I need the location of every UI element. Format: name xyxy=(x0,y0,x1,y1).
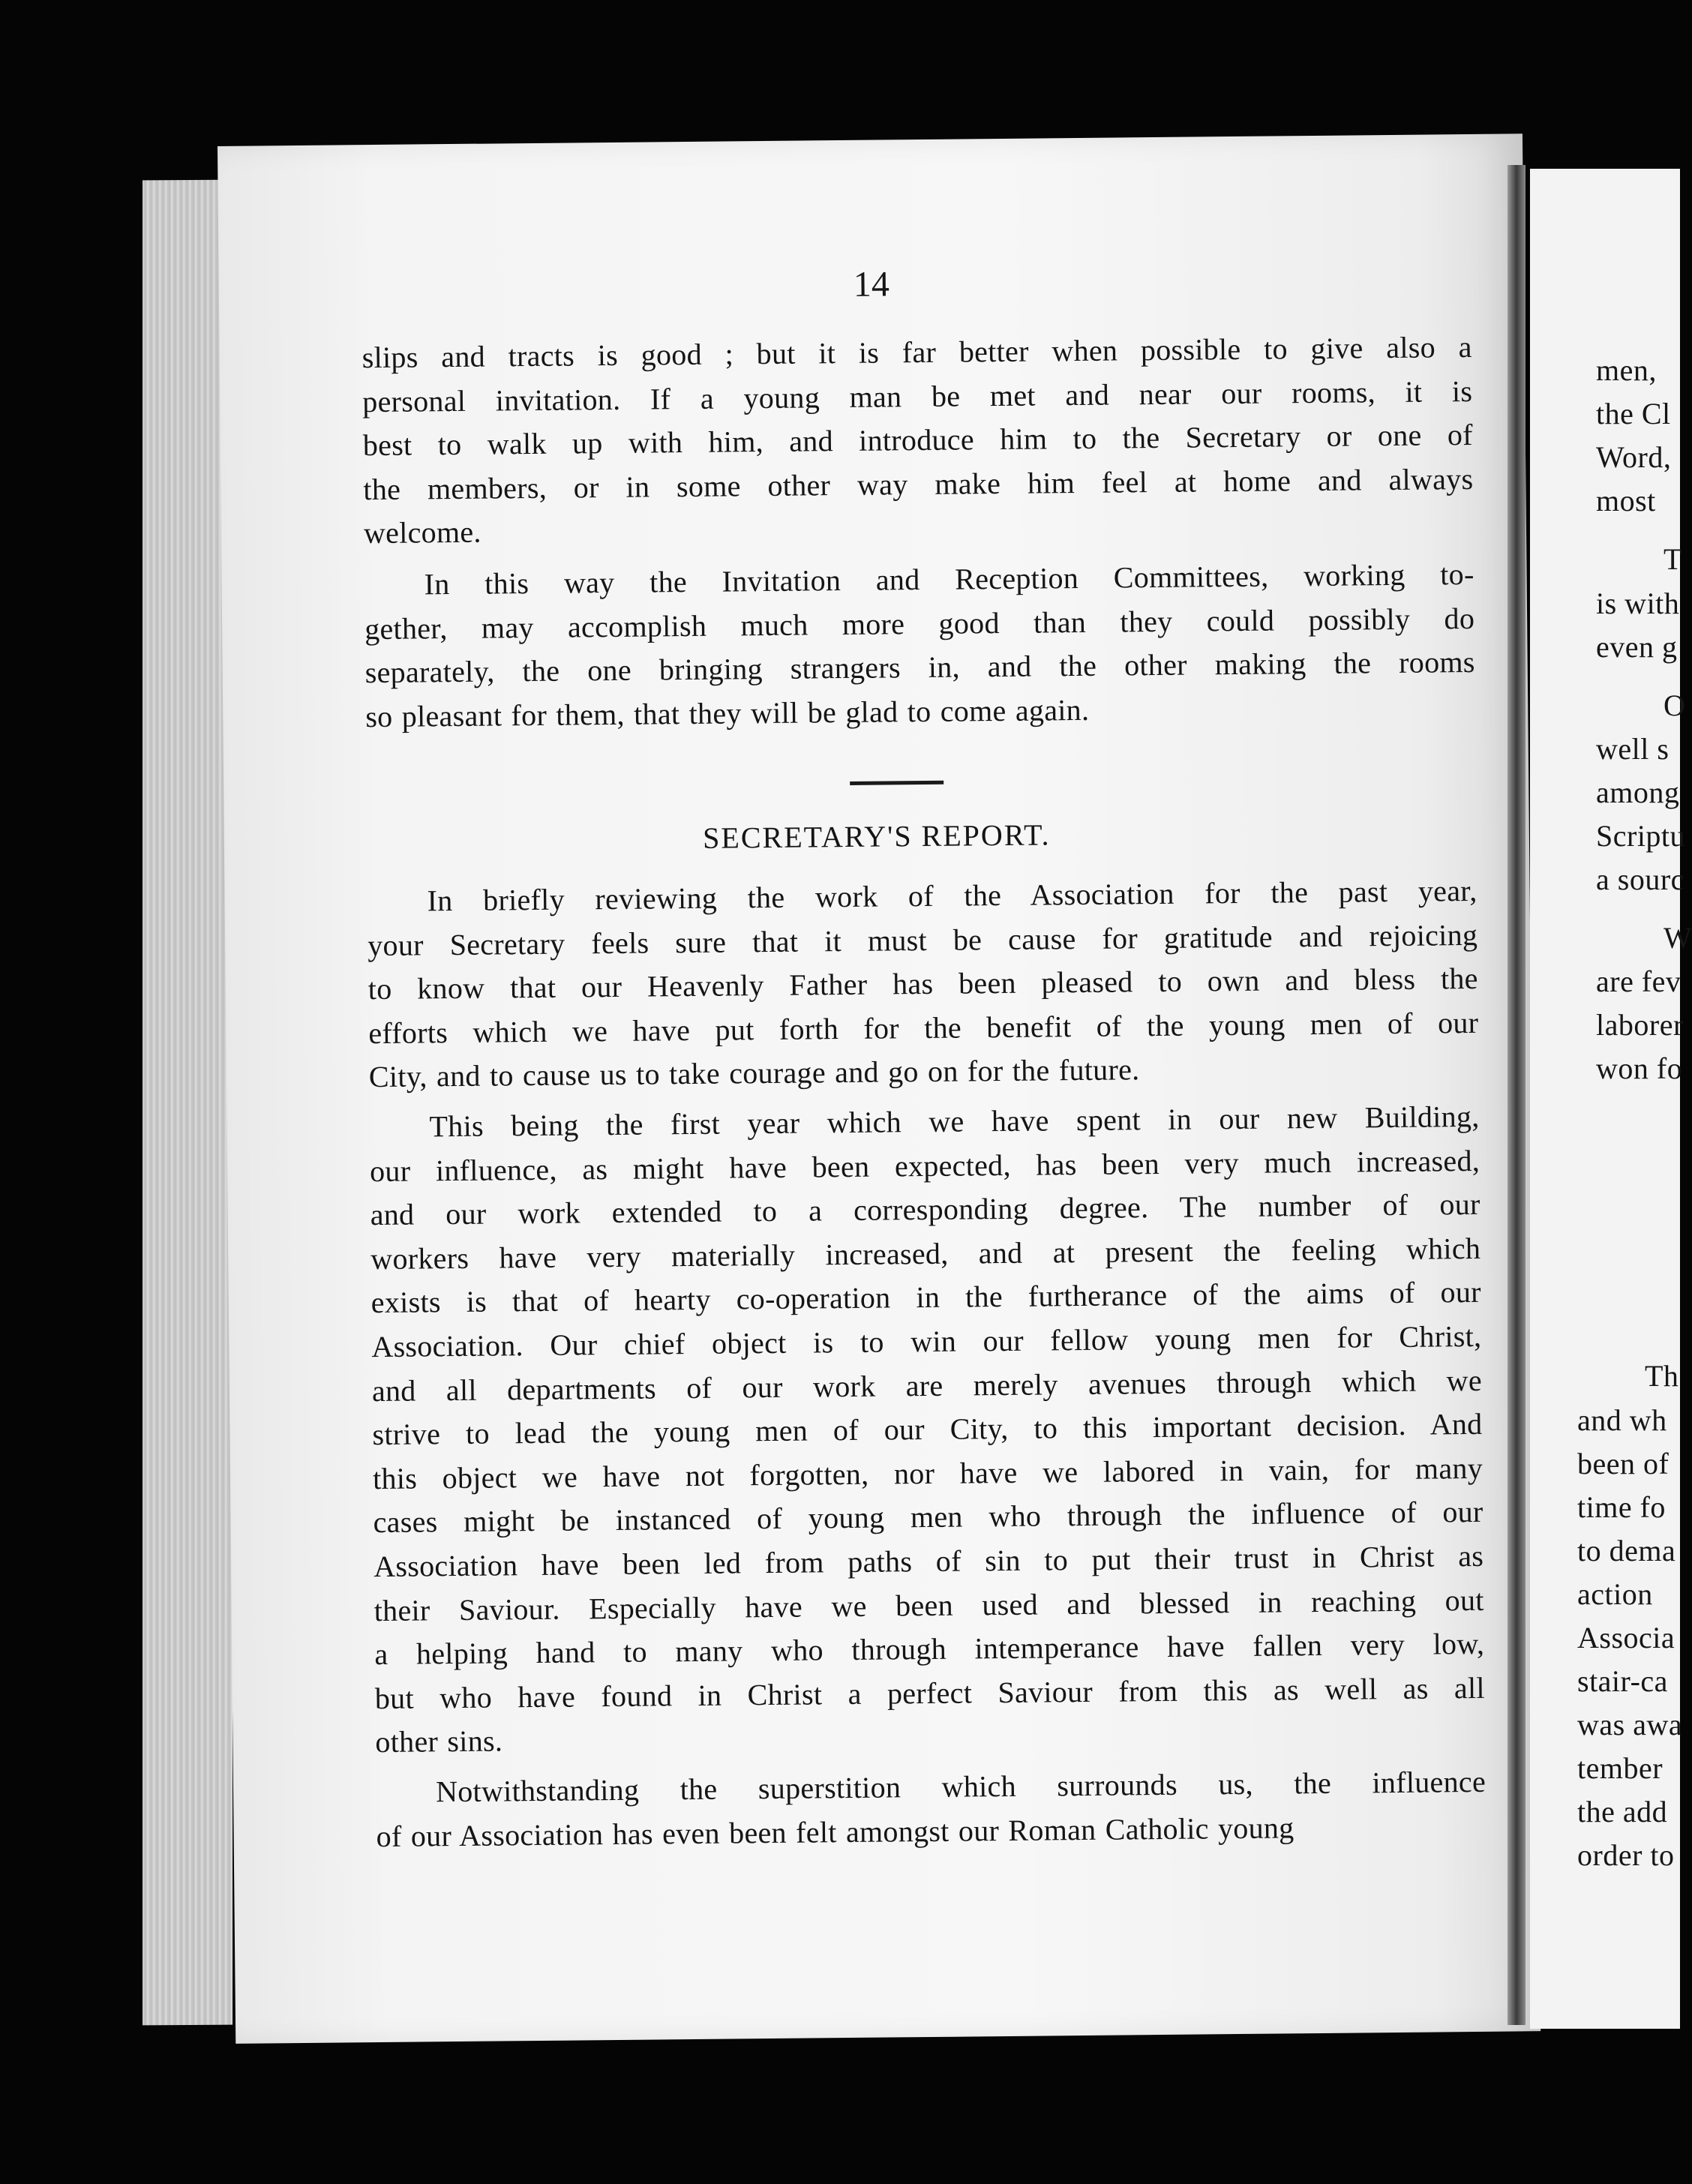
text-line: Association. Our chief object is to win our fellow young men for Christ, xyxy=(371,1318,1482,1364)
facing-page-fragment: among xyxy=(1596,776,1680,809)
text-line: This being the first year which we have spent in our new Building, xyxy=(429,1099,1480,1144)
facing-page-fragment: Associa xyxy=(1577,1621,1676,1654)
section-heading: SECRETARY'S REPORT. xyxy=(702,818,1051,855)
facing-page-fragment: laborer xyxy=(1596,1008,1684,1042)
text-line: to know that our Heavenly Father has been pleased to own and bless the xyxy=(368,962,1478,1006)
text-line: but who have found in Christ a perfect Saviour from this as well as all xyxy=(374,1670,1486,1715)
text-line: of our Association has even been felt amongst our Roman Catholic young xyxy=(376,1810,1294,1853)
paragraph xyxy=(376,1760,1486,1858)
facing-page-fragment: and wh xyxy=(1577,1403,1667,1437)
text-line: Notwithstanding the superstition which surrounds us, the influence xyxy=(435,1764,1486,1809)
text-line: best to walk up with him, and introduce him to the Secretary or one of xyxy=(362,418,1473,463)
text-line: strive to lead the young men of our City, to this important decision. And xyxy=(372,1407,1483,1452)
paragraph xyxy=(364,553,1475,740)
text-line: workers have very materially increased, and at present the feeling which xyxy=(370,1231,1481,1276)
facing-page-fragment: are fev xyxy=(1596,964,1682,998)
facing-page-fragment: been of xyxy=(1577,1447,1670,1480)
text-line: gether, may accomplish much more good than they could possibly do xyxy=(364,601,1475,646)
facing-page-fragment: a sourc xyxy=(1596,862,1684,896)
facing-page-fragment: O xyxy=(1664,688,1686,722)
text-line: and our work extended to a corresponding degree. The number of our xyxy=(370,1187,1480,1232)
facing-page-fragment: most xyxy=(1596,484,1656,518)
page-number: 14 xyxy=(853,264,890,304)
facing-page-fragment: stair-ca xyxy=(1577,1664,1668,1698)
text-line: a helping hand to many who through intemperance have fallen very low, xyxy=(374,1627,1485,1672)
left-page xyxy=(218,134,1540,2044)
paragraph xyxy=(362,326,1474,556)
facing-page-fragment: men, xyxy=(1596,353,1657,387)
text-line: In briefly reviewing the work of the Association for the past year, xyxy=(427,873,1478,918)
facing-page-fragment: Word, xyxy=(1596,440,1672,474)
text-line: welcome. xyxy=(363,515,482,550)
paragraph xyxy=(367,869,1479,1100)
facing-page-fragment: tember xyxy=(1577,1751,1664,1785)
text-line: their Saviour. Especially have we been used and blessed in reaching out xyxy=(374,1582,1484,1628)
facing-page-fragment: the Cl xyxy=(1596,397,1671,430)
text-line: efforts which we have put forth for the benefit of the young men of our xyxy=(368,1005,1479,1050)
text-line: your Secretary feels sure that it must be cause for gratitude and rejoicing xyxy=(368,917,1478,962)
facing-page-fragment: even g xyxy=(1596,630,1678,664)
text-line: the members, or in some other way make him feel at home and always xyxy=(363,461,1474,506)
facing-page-fragment: to dema xyxy=(1577,1534,1676,1568)
facing-page-fragment: order to xyxy=(1577,1838,1675,1872)
text-line: this object we have not forgotten, nor have we labored in vain, for many xyxy=(372,1450,1484,1496)
facing-page-fragment: T xyxy=(1664,542,1682,576)
section-divider xyxy=(850,781,944,785)
text-line: separately, the one bringing strangers in, and the other making the rooms xyxy=(364,645,1475,690)
facing-page-fragment: W xyxy=(1664,921,1692,955)
book-page-edges xyxy=(142,180,232,2026)
facing-page-fragment: the add xyxy=(1577,1795,1668,1828)
book-gutter xyxy=(1508,165,1526,2025)
text-line: exists is that of hearty co-operation in the furtherance of the aims of our xyxy=(370,1275,1481,1320)
text-line: and all departments of our work are merely avenues through which we xyxy=(371,1363,1483,1408)
text-line: City, and to cause us to take courage and go on for the future. xyxy=(368,1052,1140,1094)
text-line: In this way the Invitation and Reception Committees, working to- xyxy=(424,556,1474,602)
text-line: personal invitation. If a young man be met and near our rooms, it is xyxy=(362,374,1473,418)
facing-page-fragment: was awa xyxy=(1577,1708,1683,1742)
text-line: other sins. xyxy=(375,1724,503,1760)
facing-page xyxy=(1530,169,1692,2029)
facing-page-fragment: Th xyxy=(1645,1359,1679,1393)
facing-page-fragment: is with xyxy=(1596,586,1680,620)
text-line: cases might be instanced of young men who through the influence of our xyxy=(373,1495,1484,1540)
text-line: Association have been led from paths of sin to put their trust in Christ as xyxy=(373,1538,1484,1584)
facing-page-fragment: action xyxy=(1577,1577,1653,1611)
facing-page-fragment: time fo xyxy=(1577,1490,1666,1524)
text-line: our influence, as might have been expected, has been very much increased, xyxy=(369,1143,1480,1188)
text-line: so pleasant for them, that they will be glad to come again. xyxy=(365,692,1090,734)
facing-page-fragment: well s xyxy=(1596,732,1670,766)
facing-page-fragment: won fo xyxy=(1596,1052,1683,1085)
text-line: slips and tracts is good ; but it is far better when possible to give also a xyxy=(362,329,1472,375)
paragraph xyxy=(369,1095,1485,1765)
facing-page-fragment: Scriptu xyxy=(1596,819,1686,853)
